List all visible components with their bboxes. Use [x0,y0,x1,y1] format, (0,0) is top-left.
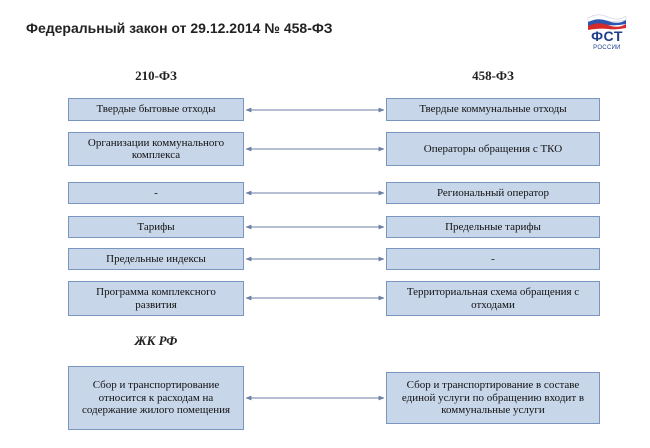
right-column-header: 458-ФЗ [472,68,514,83]
left-box-7: Сбор и транспортирование относится к расходам на содержание жилого помещения [68,366,244,430]
left-box-3: - [68,182,244,204]
left-box-1: Твердые бытовые отходы [68,98,244,121]
left-box-5: Предельные индексы [68,248,244,270]
right-box-2: Операторы обращения с ТКО [386,132,600,166]
left-column-header: 210-ФЗ [135,68,177,83]
right-box-5: - [386,248,600,270]
section-label: ЖК РФ [134,333,178,348]
right-box-1: Твердые коммунальные отходы [386,98,600,121]
logo-sub-text: РОССИИ [593,45,621,51]
right-box-3: Региональный оператор [386,182,600,204]
left-box-2: Организации коммунального комплекса [68,132,244,166]
left-box-6: Программа комплексного развития [68,281,244,316]
logo-main-text: ФСТ [591,28,623,44]
right-box-7: Сбор и транспортирование в составе единой услуги по обращению входит в коммунальные услуги [386,372,600,424]
right-box-6: Территориальная схема обращения с отходами [386,281,600,316]
right-box-4: Предельные тарифы [386,216,600,238]
left-box-4: Тарифы [68,216,244,238]
page-title: Федеральный закон от 29.12.2014 № 458-ФЗ [26,20,333,36]
